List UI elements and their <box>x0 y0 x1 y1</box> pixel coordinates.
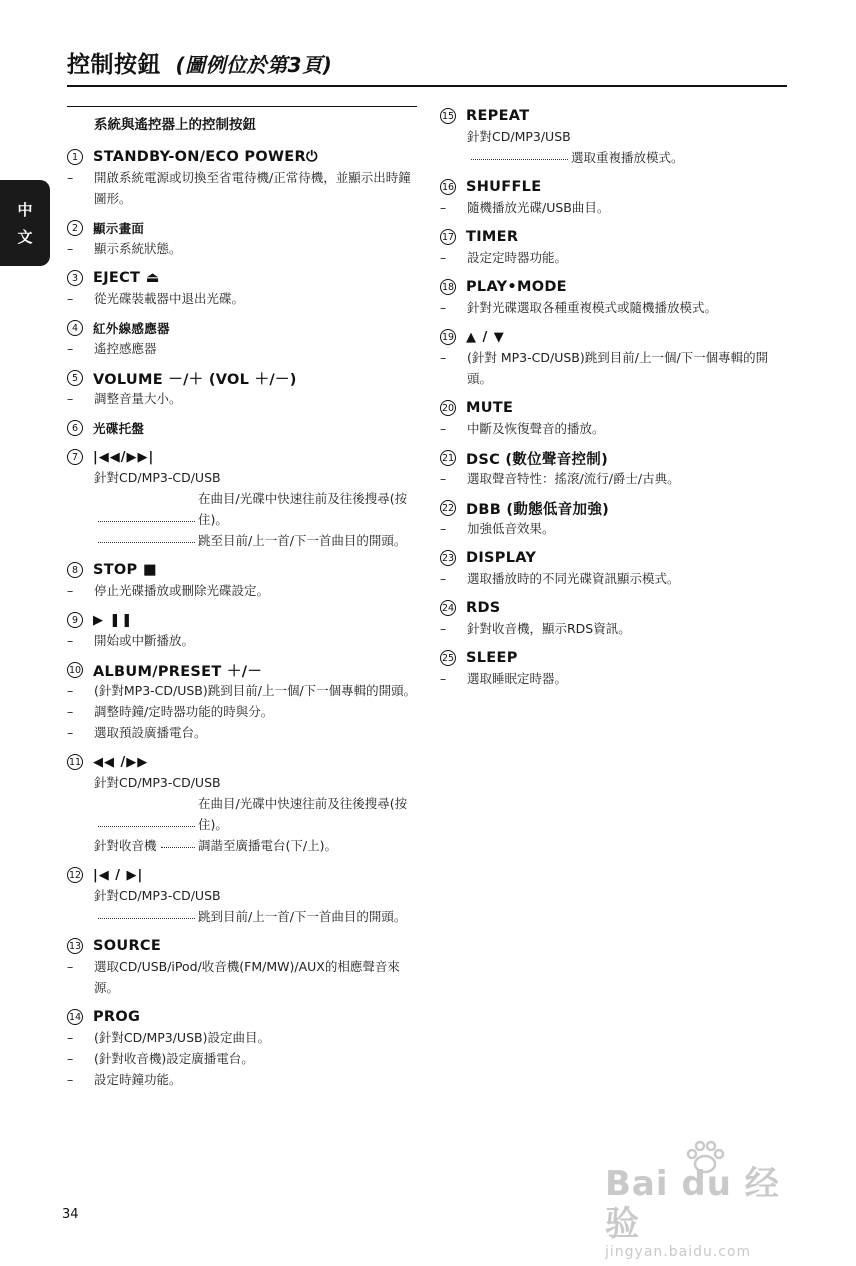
control-item <box>67 318 417 359</box>
control-label: EJECT ⏏ <box>93 270 160 286</box>
applies-to-text: 針對CD/MP3-CD/USB <box>94 888 221 903</box>
left-control-list <box>67 147 417 1090</box>
dash-bullet: – <box>67 1030 74 1045</box>
dotted-leader-row <box>67 488 417 530</box>
control-label: SLEEP <box>466 650 518 666</box>
dotted-leader-row <box>440 147 790 168</box>
description-text: 顯示系統狀態。 <box>94 241 182 256</box>
control-heading <box>440 498 790 518</box>
description-text: 開啟系統電源或切換至省電待機/正常待機，並顯示出時鐘圖形。 <box>94 170 411 206</box>
description-line <box>67 167 417 209</box>
dash-bullet: – <box>440 571 447 586</box>
dash-bullet: – <box>67 633 74 648</box>
description-line <box>440 347 790 389</box>
item-number-badge: 9 <box>67 612 83 628</box>
dash-bullet: – <box>440 671 447 686</box>
description-text: (針對MP3-CD/USB)跳到目前/上一個/下一個專輯的開頭。 <box>94 683 417 698</box>
item-number-badge: 17 <box>440 229 456 245</box>
description-text: 選取CD/USB/iPod/收音機(FM/MW)/AUX的相應聲音來源。 <box>94 959 400 995</box>
leader <box>94 835 198 856</box>
dash-bullet: – <box>67 683 74 698</box>
dash-bullet: – <box>440 250 447 265</box>
control-item <box>67 560 417 601</box>
control-item <box>67 660 417 743</box>
dash-bullet: – <box>440 471 447 486</box>
item-number-badge: 20 <box>440 400 456 416</box>
description-line <box>440 668 790 689</box>
control-heading <box>440 448 790 468</box>
item-number-badge: 19 <box>440 329 456 345</box>
control-label: TIMER <box>466 229 519 245</box>
control-heading <box>440 398 790 418</box>
description-text: 從光碟裝載器中退出光碟。 <box>94 291 245 306</box>
description-line <box>67 388 417 409</box>
description-line <box>440 297 790 318</box>
description-text: 選取預設廣播電台。 <box>94 725 207 740</box>
control-item <box>440 498 790 539</box>
dash-bullet: – <box>440 200 447 215</box>
control-item <box>440 106 790 168</box>
description-text: 選取睡眠定時器。 <box>467 671 568 686</box>
control-label: 光碟托盤 <box>93 421 145 436</box>
dotted-leader-row <box>67 906 417 927</box>
control-item <box>67 268 417 309</box>
description-text: 停止光碟播放或刪除光碟設定。 <box>94 583 270 598</box>
description-text: 選取聲音特性：搖滾/流行/爵士/古典。 <box>467 471 680 486</box>
control-item <box>67 368 417 409</box>
leader-label: 針對收音機 <box>94 838 157 853</box>
dotted-leader-row <box>67 530 417 551</box>
control-label: REPEAT <box>466 108 530 124</box>
control-heading <box>67 936 417 956</box>
control-heading <box>67 610 417 630</box>
leader <box>94 488 198 530</box>
section-title: 系統與遙控器上的控制按鈕 <box>67 106 417 133</box>
control-item <box>67 1007 417 1090</box>
description-text: 開始或中斷播放。 <box>94 633 195 648</box>
control-item <box>440 277 790 318</box>
control-item <box>67 610 417 651</box>
right-control-list <box>440 106 790 689</box>
leader <box>94 530 198 551</box>
description-line <box>440 197 790 218</box>
control-label: PLAY•MODE <box>466 279 567 295</box>
language-tab-char: 中 <box>17 201 33 219</box>
control-heading <box>67 865 417 885</box>
control-item <box>440 598 790 639</box>
item-number-badge: 3 <box>67 270 83 286</box>
item-number-badge: 24 <box>440 600 456 616</box>
description-text: (針對收音機)設定廣播電台。 <box>94 1051 254 1066</box>
description-text: 中斷及恢復聲音的播放。 <box>467 421 605 436</box>
paw-logo-icon <box>685 1140 725 1174</box>
dash-bullet: – <box>67 1051 74 1066</box>
control-label: MUTE <box>466 400 514 416</box>
control-label: ▶ ❚❚ <box>93 612 134 628</box>
page-title-text: 控制按鈕 <box>67 52 161 78</box>
item-number-badge: 8 <box>67 562 83 578</box>
control-heading <box>67 147 417 167</box>
dotted-leader <box>98 521 195 522</box>
control-item <box>67 865 417 927</box>
page-number: 34 <box>62 1207 79 1222</box>
description-line <box>67 1048 417 1069</box>
description-text: 隨機播放光碟/USB曲目。 <box>467 200 610 215</box>
dash-bullet: – <box>67 583 74 598</box>
item-number-badge: 10 <box>67 662 83 678</box>
dotted-leader-row <box>67 793 417 835</box>
dash-bullet: – <box>67 959 74 974</box>
control-heading <box>67 418 417 438</box>
description-text: (針對CD/MP3/USB)設定曲目。 <box>94 1030 270 1045</box>
item-number-badge: 23 <box>440 550 456 566</box>
dash-bullet: – <box>67 391 74 406</box>
description-line <box>67 956 417 998</box>
control-heading <box>67 268 417 288</box>
control-heading <box>67 560 417 580</box>
item-number-badge: 5 <box>67 370 83 386</box>
dash-bullet: – <box>440 621 447 636</box>
leader-description: 在曲目/光碟中快速往前及往後搜尋(按住)。 <box>198 796 408 832</box>
control-item <box>67 418 417 438</box>
control-heading <box>67 368 417 388</box>
control-item <box>67 752 417 856</box>
dotted-leader <box>98 918 195 919</box>
dotted-leader <box>98 826 195 827</box>
leader <box>467 147 571 168</box>
control-label: DISPLAY <box>466 550 537 566</box>
control-label: RDS <box>466 600 501 616</box>
control-label: VOLUME －/＋ (VOL ＋/－) <box>93 371 297 388</box>
control-label: ALBUM/PRESET ＋/－ <box>93 663 263 680</box>
description-line <box>67 722 417 743</box>
item-number-badge: 4 <box>67 320 83 336</box>
leader-description: 選取重複播放模式。 <box>571 150 684 165</box>
page-subtitle: (圖例位於第3頁) <box>175 53 333 77</box>
description-text: 加強低音效果。 <box>467 521 555 536</box>
description-text: 設定時鐘功能。 <box>94 1072 182 1087</box>
control-heading <box>440 327 790 347</box>
control-heading <box>440 548 790 568</box>
control-label: DBB (動態低音加強) <box>466 501 610 518</box>
language-tab <box>0 180 50 266</box>
applies-to-text: 針對CD/MP3-CD/USB <box>94 470 221 485</box>
title-rule <box>67 85 787 87</box>
control-heading <box>440 227 790 247</box>
dash-bullet: – <box>440 521 447 536</box>
dash-bullet: – <box>67 725 74 740</box>
control-label: ▲ / ▼ <box>466 329 505 345</box>
control-item <box>67 218 417 259</box>
item-number-badge: 11 <box>67 754 83 770</box>
description-line <box>440 518 790 539</box>
leader-description: 跳至目前/上一首/下一首曲目的開頭。 <box>198 533 407 548</box>
control-heading <box>67 218 417 238</box>
control-item <box>67 147 417 209</box>
description-line <box>67 1069 417 1090</box>
item-number-badge: 22 <box>440 500 456 516</box>
item-number-badge: 7 <box>67 449 83 465</box>
dash-bullet: – <box>440 421 447 436</box>
control-item <box>440 548 790 589</box>
control-heading <box>440 598 790 618</box>
control-item <box>440 177 790 218</box>
control-heading <box>440 177 790 197</box>
description-line <box>67 701 417 722</box>
control-label: SHUFFLE <box>466 179 542 195</box>
dash-bullet: – <box>67 341 74 356</box>
item-number-badge: 6 <box>67 420 83 436</box>
control-heading <box>440 106 790 126</box>
language-tab-char: 文 <box>17 228 33 246</box>
dotted-leader-row <box>67 835 417 856</box>
control-label: |◀◀/▶▶| <box>93 449 155 465</box>
description-line <box>440 418 790 439</box>
control-label: 紅外線感應器 <box>93 321 170 336</box>
item-number-badge: 16 <box>440 179 456 195</box>
control-heading <box>67 1007 417 1027</box>
item-number-badge: 18 <box>440 279 456 295</box>
control-item <box>440 398 790 439</box>
dash-bullet: – <box>67 704 74 719</box>
description-line <box>440 568 790 589</box>
description-text: 設定定時器功能。 <box>467 250 568 265</box>
description-line <box>67 288 417 309</box>
dash-bullet: – <box>440 350 447 365</box>
control-heading <box>440 648 790 668</box>
applies-to-text: 針對CD/MP3-CD/USB <box>94 775 221 790</box>
description-line <box>67 338 417 359</box>
dotted-leader <box>471 159 568 160</box>
dash-bullet: – <box>67 170 74 185</box>
item-number-badge: 15 <box>440 108 456 124</box>
description-line <box>67 680 417 701</box>
description-text: 選取播放時的不同光碟資訊顯示模式。 <box>467 571 680 586</box>
control-label: |◀ / ▶| <box>93 867 144 883</box>
description-line <box>67 1027 417 1048</box>
dash-bullet: – <box>440 300 447 315</box>
control-label: STANDBY-ON/ECO POWER⏻ <box>93 149 318 165</box>
description-text: 針對光碟選取各種重複模式或隨機播放模式。 <box>467 300 718 315</box>
control-item <box>67 447 417 551</box>
control-label: PROG <box>93 1009 141 1025</box>
control-item <box>440 227 790 268</box>
control-label: ◀◀ /▶▶ <box>93 754 149 770</box>
item-number-badge: 21 <box>440 450 456 466</box>
right-column <box>440 106 790 698</box>
leader-description: 調諧至廣播電台(下/上)。 <box>198 838 337 853</box>
leader-description: 在曲目/光碟中快速往前及往後搜尋(按住)。 <box>198 491 408 527</box>
description-text: 遙控感應器 <box>94 341 157 356</box>
item-number-badge: 2 <box>67 220 83 236</box>
control-label: 顯示畫面 <box>93 221 145 236</box>
leader <box>94 793 198 835</box>
description-line <box>67 630 417 651</box>
item-number-badge: 25 <box>440 650 456 666</box>
description-line <box>440 468 790 489</box>
leader <box>94 906 198 927</box>
description-line <box>440 618 790 639</box>
watermark-url: jingyan.baidu.com <box>605 1244 752 1260</box>
dash-bullet: – <box>67 241 74 256</box>
control-item <box>440 327 790 389</box>
dotted-leader <box>98 542 195 543</box>
control-heading <box>67 660 417 680</box>
dash-bullet: – <box>67 291 74 306</box>
page-title <box>67 46 332 79</box>
description-text: 針對收音機，顯示RDS資訊。 <box>467 621 631 636</box>
control-heading <box>440 277 790 297</box>
left-column <box>67 106 417 1099</box>
control-heading <box>67 752 417 772</box>
control-label: DSC (數位聲音控制) <box>466 451 609 468</box>
description-text: (針對 MP3-CD/USB)跳到目前/上一個/下一個專輯的開頭。 <box>467 350 769 386</box>
control-item <box>440 448 790 489</box>
leader-description: 跳到目前/上一首/下一首曲目的開頭。 <box>198 909 407 924</box>
control-item <box>440 648 790 689</box>
control-label: SOURCE <box>93 938 162 954</box>
description-text: 調整音量大小。 <box>94 391 182 406</box>
item-number-badge: 1 <box>67 149 83 165</box>
applies-to-text: 針對CD/MP3/USB <box>467 129 571 144</box>
dotted-leader <box>161 847 195 848</box>
dash-bullet: – <box>67 1072 74 1087</box>
item-number-badge: 14 <box>67 1009 83 1025</box>
control-label: STOP ■ <box>93 562 157 578</box>
item-number-badge: 13 <box>67 938 83 954</box>
control-heading <box>67 447 417 467</box>
description-line <box>67 580 417 601</box>
item-number-badge: 12 <box>67 867 83 883</box>
control-item <box>67 936 417 998</box>
watermark <box>605 1140 805 1260</box>
watermark-text: Bai du 经验 <box>605 1164 780 1244</box>
description-line <box>67 238 417 259</box>
control-heading <box>67 318 417 338</box>
description-line <box>440 247 790 268</box>
description-text: 調整時鐘/定時器功能的時與分。 <box>94 704 274 719</box>
